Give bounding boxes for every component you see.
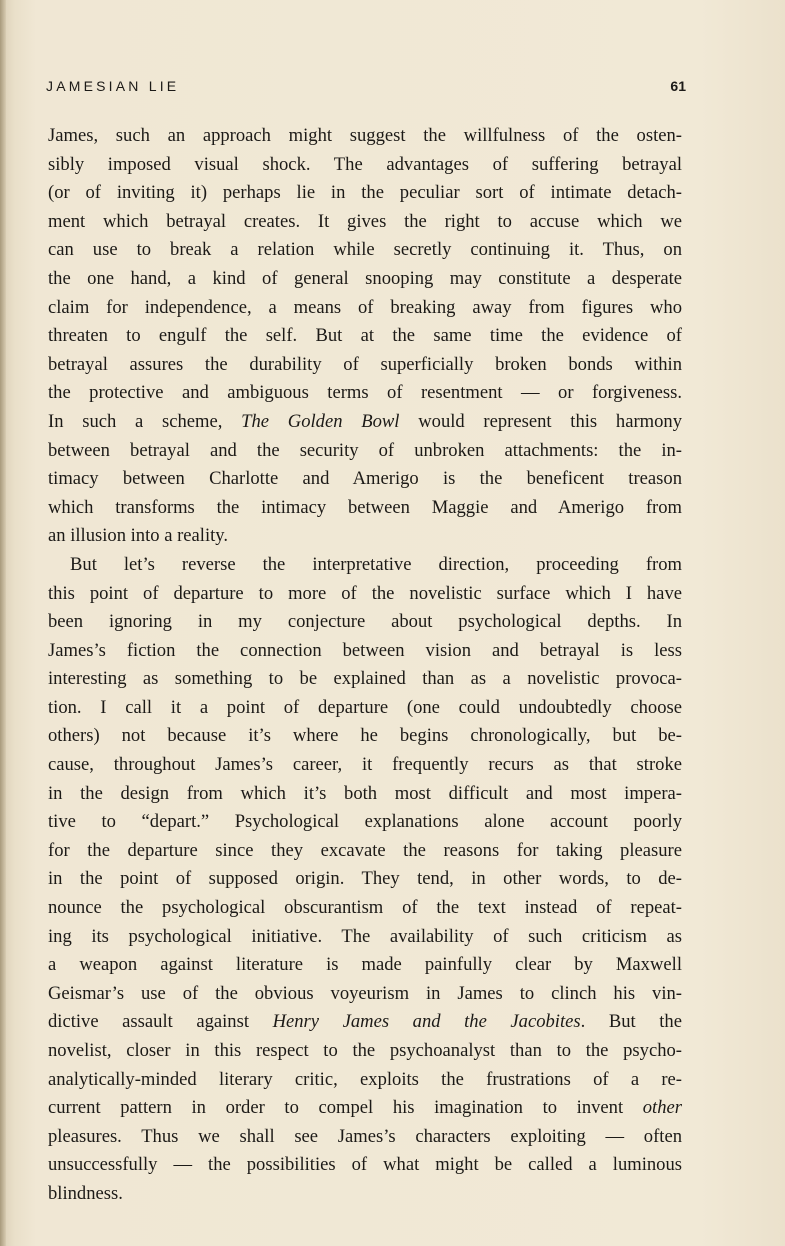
text-line: unsuccessfully — the possibilities of what might be called a luminous bbox=[48, 1154, 682, 1176]
text-line: the protective and ambiguous terms of resentment — or forgiveness. bbox=[48, 382, 682, 404]
text-line: between betrayal and the security of unbroken attachments: the in- bbox=[48, 439, 682, 461]
text-line: analytically-minded literary critic, exploits the frustrations of a re- bbox=[48, 1068, 682, 1090]
page-number: 61 bbox=[670, 78, 686, 94]
text-line: betrayal assures the durability of superficially broken bonds within bbox=[48, 353, 682, 375]
text-line: been ignoring in my conjecture about psychological depths. In bbox=[48, 611, 682, 633]
text-line: a weapon against literature is made painfully clear by Maxwell bbox=[48, 954, 682, 976]
text-line: nounce the psychological obscurantism of the text instead of repeat- bbox=[48, 897, 682, 919]
text-line: claim for independence, a means of breaking away from figures who bbox=[48, 296, 682, 318]
text-line: James, such an approach might suggest the willfulness of the osten- bbox=[48, 125, 682, 146]
text-line: Geismar’s use of the obvious voyeurism in James to clinch his vin- bbox=[48, 982, 682, 1004]
text-line: this point of departure to more of the novelistic surface which I have bbox=[48, 582, 682, 604]
text-line: which transforms the intimacy between Maggie and Amerigo from bbox=[48, 496, 682, 518]
text-line: tive to “depart.” Psychological explanations alone account poorly bbox=[48, 811, 682, 833]
text-line: dictive assault against Henry James and the Jacobites. But the bbox=[48, 1011, 682, 1033]
text-line: the one hand, a kind of general snooping may constitute a desperate bbox=[48, 267, 682, 289]
text-line: ment which betrayal creates. It gives the right to accuse which we bbox=[48, 210, 682, 232]
book-spine-shadow bbox=[0, 0, 6, 1246]
text-line: for the departure since they excavate the reasons for taking pleasure bbox=[48, 839, 682, 861]
text-line: ing its psychological initiative. The availability of such criticism as bbox=[48, 925, 682, 947]
text-line: in the point of supposed origin. They tend, in other words, to de- bbox=[48, 868, 682, 890]
text-line: tion. I call it a point of departure (one could undoubtedly choose bbox=[48, 696, 682, 718]
text-line: novelist, closer in this respect to the psychoanalyst than to the psycho- bbox=[48, 1040, 682, 1061]
text-line: James’s fiction the connection between vision and betrayal is less bbox=[48, 639, 682, 661]
text-line: an illusion into a reality. bbox=[48, 525, 229, 547]
text-line: interesting as something to be explained than as a novelistic provoca- bbox=[48, 668, 682, 690]
text-line: pleasures. Thus we shall see James’s characters exploiting — often bbox=[48, 1125, 682, 1147]
text-line: timacy between Charlotte and Amerigo is the beneficent treason bbox=[48, 468, 682, 490]
text-line: threaten to engulf the self. But at the same time the evidence of bbox=[48, 325, 682, 347]
text-line: (or of inviting it) perhaps lie in the peculiar sort of intimate detach- bbox=[48, 182, 682, 204]
text-line: In such a scheme, The Golden Bowl would represent this harmony bbox=[48, 410, 682, 432]
text-line: others) not because it’s where he begins chronologically, but be- bbox=[48, 725, 682, 747]
text-line: can use to break a relation while secretly continuing it. Thus, on bbox=[48, 239, 682, 261]
text-line: current pattern in order to compel his imagination to invent other bbox=[48, 1097, 682, 1119]
text-line: But let’s reverse the interpretative direction, proceeding from bbox=[70, 553, 682, 575]
body-text bbox=[48, 122, 682, 1209]
text-line: in the design from which it’s both most difficult and most impera- bbox=[48, 782, 682, 804]
running-head: JAMESIAN LIE bbox=[46, 78, 180, 94]
text-line: sibly imposed visual shock. The advantages of suffering betrayal bbox=[48, 153, 682, 175]
text-line: blindness. bbox=[48, 1182, 123, 1204]
text-line: cause, throughout James’s career, it frequently recurs as that stroke bbox=[48, 754, 682, 776]
page-header bbox=[46, 76, 686, 100]
